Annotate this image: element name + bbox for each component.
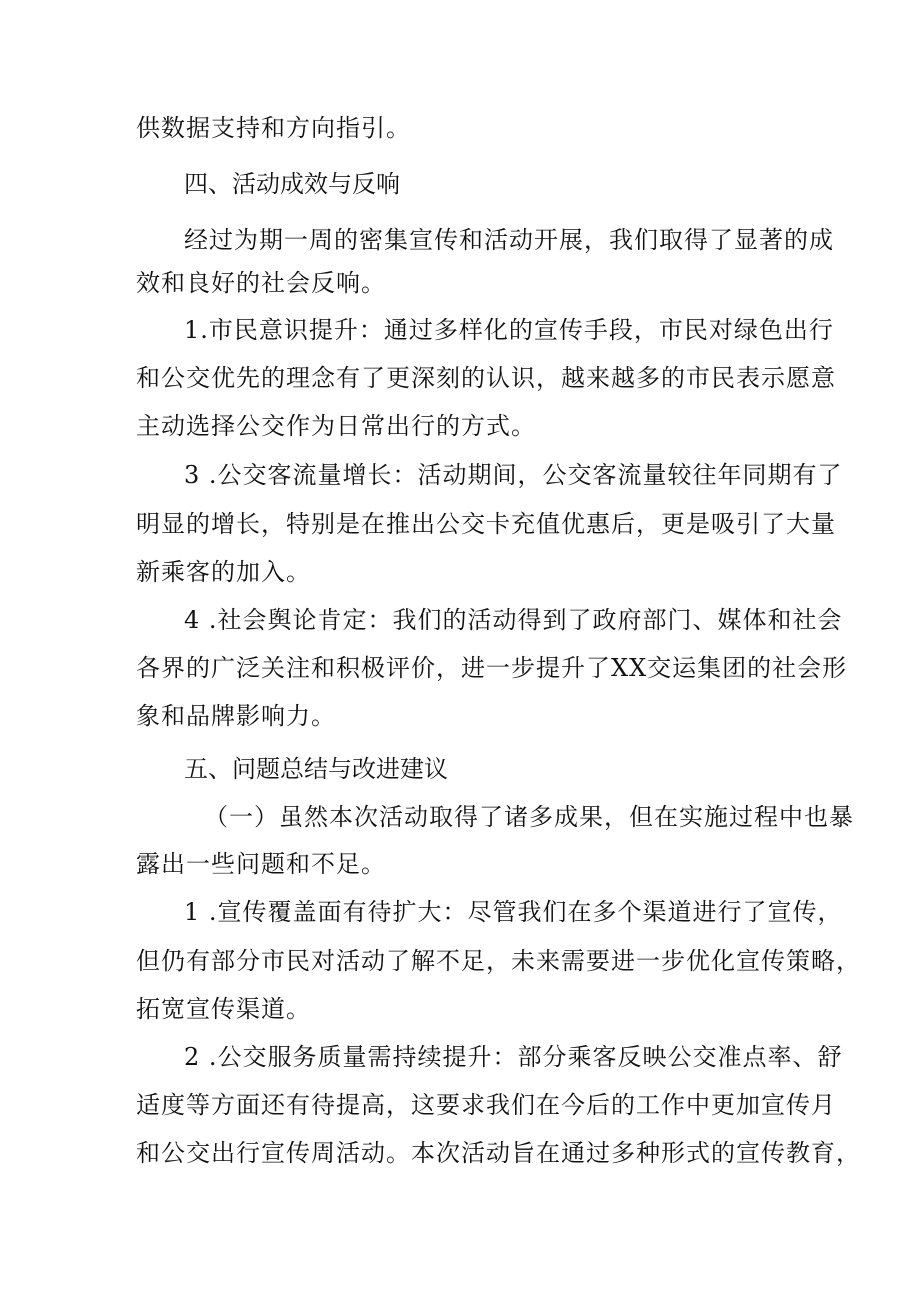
list-item-line: 2 .公交服务质量需持续提升：部分乘客反映公交准点率、舒 (184, 1043, 843, 1071)
paragraph-line: 拓宽宣传渠道。 (136, 995, 311, 1023)
list-item-line: 1 .宣传覆盖面有待扩大：尽管我们在多个渠道进行了宣传， (184, 898, 843, 926)
paragraph-line: 适度等方面还有待提高，这要求我们在今后的工作中更加宣传月 (136, 1091, 836, 1119)
paragraph-line: 供数据支持和方向指引。 (136, 114, 411, 142)
section-heading-4: 四、活动成效与反响 (184, 170, 400, 198)
paragraph-line: 象和品牌影响力。 (136, 702, 336, 730)
paragraph-line: 和公交出行宣传周活动。本次活动旨在通过多种形式的宣传教育， (136, 1139, 861, 1167)
list-item-line: 1.市民意识提升：通过多样化的宣传手段，市民对绿色出行 (184, 316, 834, 344)
paragraph-line: 露出一些问题和不足。 (136, 850, 386, 878)
paragraph-line: （一）虽然本次活动取得了诸多成果，但在实施过程中也暴 (204, 803, 854, 831)
list-item-line: 3 .公交客流量增长：活动期间，公交客流量较往年同期有了 (184, 461, 843, 489)
section-heading-5: 五、问题总结与改进建议 (184, 755, 448, 783)
paragraph-line: 明显的增长，特别是在推出公交卡充值优惠后，更是吸引了大量 (136, 510, 836, 538)
list-item-line: 4 .社会舆论肯定：我们的活动得到了政府部门、媒体和社会 (184, 606, 843, 634)
paragraph-line: 各界的广泛关注和积极评价，进一步提升了XX交运集团的社会形 (136, 654, 848, 682)
paragraph-line: 和公交优先的理念有了更深刻的认识，越来越多的市民表示愿意 (136, 364, 836, 392)
paragraph-line: 新乘客的加入。 (136, 558, 311, 586)
paragraph-line: 效和良好的社会反响。 (136, 269, 386, 297)
paragraph-line: 但仍有部分市民对活动了解不足，未来需要进一步优化宣传策略， (136, 947, 861, 975)
paragraph-line: 主动选择公交作为日常出行的方式。 (136, 412, 536, 440)
paragraph-line: 经过为期一周的密集宣传和活动开展，我们取得了显著的成 (184, 226, 834, 254)
